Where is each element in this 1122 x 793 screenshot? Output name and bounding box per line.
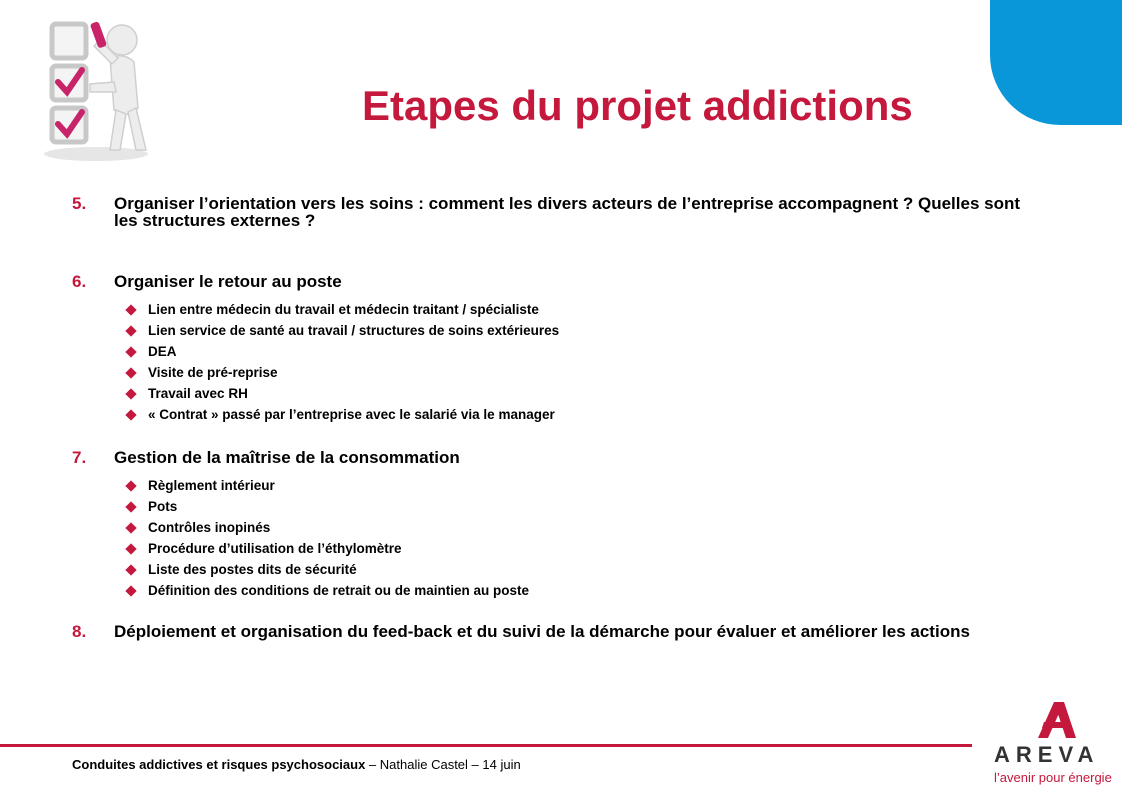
- section-8: [72, 623, 1032, 640]
- bullet-diamond-icon: [125, 346, 136, 357]
- checklist-figure-icon: [36, 12, 166, 167]
- bullet-item: Contrôles inopinés: [124, 517, 1032, 538]
- bullet-diamond-icon: [125, 480, 136, 491]
- bullet-item: Visite de pré-reprise: [124, 362, 1032, 383]
- corner-decoration: [990, 0, 1122, 125]
- bullet-item: Règlement intérieur: [124, 475, 1032, 496]
- bullet-diamond-icon: [125, 501, 136, 512]
- areva-logo: [994, 700, 1114, 785]
- bullet-list: [124, 475, 1032, 601]
- bullet-list: [124, 299, 1032, 425]
- bullet-item: Lien service de santé au travail / structures de soins extérieures: [124, 320, 1032, 341]
- section-6: [72, 273, 1032, 425]
- section-number: 6.: [72, 272, 87, 291]
- bullet-item: DEA: [124, 341, 1032, 362]
- footer-divider: [0, 744, 972, 747]
- logo-name: AREVA: [994, 742, 1100, 767]
- bullet-item: Pots: [124, 496, 1032, 517]
- footer-rest: – Nathalie Castel – 14 juin: [365, 757, 521, 772]
- bullet-item: « Contrat » passé par l’entreprise avec le salarié via le manager: [124, 404, 1032, 425]
- section-number: 8.: [72, 622, 87, 641]
- bullet-diamond-icon: [125, 304, 136, 315]
- section-number: 5.: [72, 194, 87, 213]
- section-title: Organiser le retour au poste: [114, 272, 342, 291]
- bullet-item: Définition des conditions de retrait ou de maintien au poste: [124, 580, 1032, 601]
- section-7: [72, 449, 1032, 601]
- logo-tagline: l’avenir pour énergie: [994, 770, 1112, 785]
- bullet-item: Procédure d’utilisation de l’éthylomètre: [124, 538, 1032, 559]
- bullet-diamond-icon: [125, 367, 136, 378]
- section-title: Organiser l’orientation vers les soins : comment les divers acteurs de l’entreprise accompagnent ? Quelles sont les structures externes ?: [114, 194, 1021, 230]
- areva-a-icon: [1024, 700, 1080, 740]
- content: [72, 195, 1032, 640]
- section-title: Déploiement et organisation du feed-back et du suivi de la démarche pour évaluer et améliorer les actions: [114, 622, 970, 641]
- bullet-item: Travail avec RH: [124, 383, 1032, 404]
- bullet-diamond-icon: [125, 564, 136, 575]
- footer-bold: Conduites addictives et risques psychosociaux: [72, 757, 366, 772]
- footer-text: [72, 757, 521, 772]
- bullet-diamond-icon: [125, 585, 136, 596]
- section-title: Gestion de la maîtrise de la consommation: [114, 448, 460, 467]
- bullet-diamond-icon: [125, 409, 136, 420]
- section-number: 7.: [72, 448, 87, 467]
- page-title: Etapes du projet addictions: [362, 82, 913, 129]
- bullet-item: Liste des postes dits de sécurité: [124, 559, 1032, 580]
- bullet-diamond-icon: [125, 325, 136, 336]
- section-5: [72, 195, 1032, 229]
- bullet-diamond-icon: [125, 388, 136, 399]
- bullet-diamond-icon: [125, 522, 136, 533]
- bullet-item: Lien entre médecin du travail et médecin traitant / spécialiste: [124, 299, 1032, 320]
- bullet-diamond-icon: [125, 543, 136, 554]
